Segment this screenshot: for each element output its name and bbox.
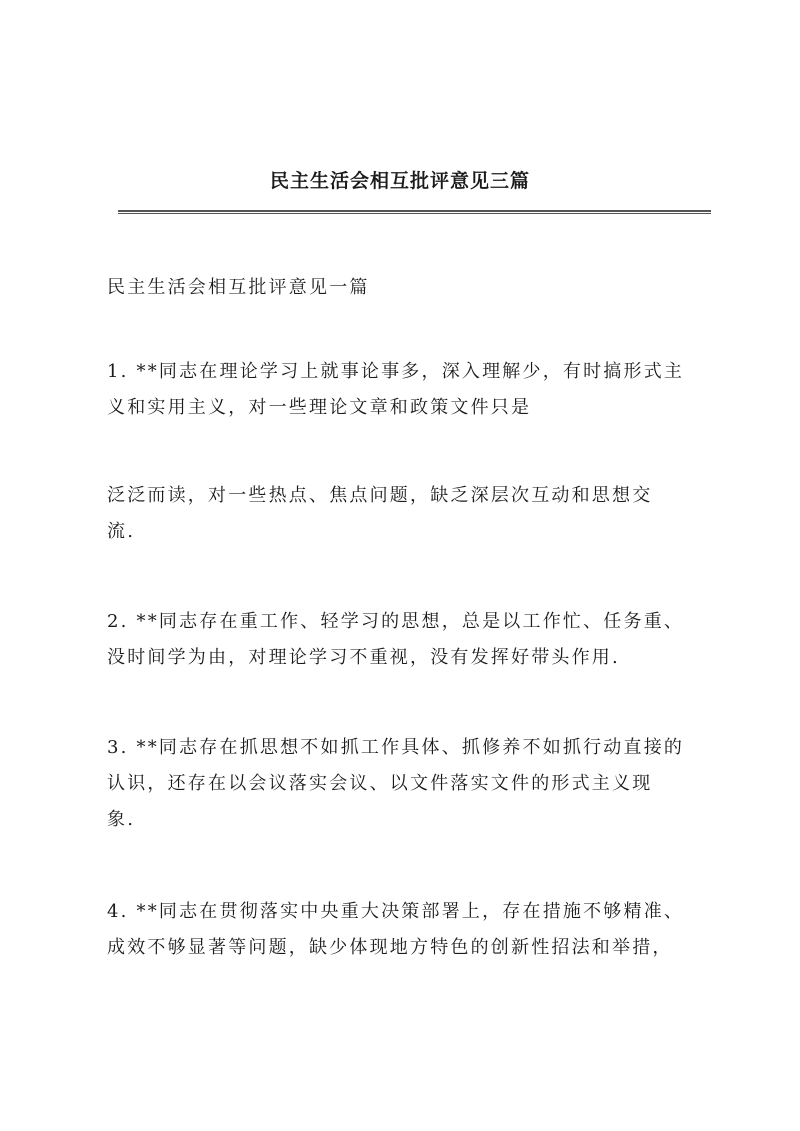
section-heading [107,270,707,306]
paragraph-line: 成效不够显著等问题，缺少体现地方特色的创新性招法和举措， [107,937,673,958]
paragraph-line: 泛泛而读，对一些热点、焦点问题，缺乏深层次互动和思想交 [107,485,653,506]
paragraph-3 [107,604,707,676]
title-divider [118,210,711,214]
paragraph-line: 3. **同志存在抓思想不如抓工作具体、抓修养不如抓行动直接的 [107,737,685,758]
paragraph-line: 4. **同志在贯彻落实中央重大决策部署上，存在措施不够精准、 [107,901,685,922]
document-title: 民主生活会相互批评意见三篇 [269,170,530,192]
paragraph-line: 认识，还存在以会议落实会议、以文件落实文件的形式主义现 [107,773,653,794]
paragraph-line: 1. **同志在理论学习上就事论事多，深入理解少，有时搞形式主 [107,361,685,382]
paragraph-line: 义和实用主义，对一些理论文章和政策文件只是 [107,397,532,418]
paragraph-line: 2. **同志存在重工作、轻学习的思想，总是以工作忙、任务重、 [107,611,685,632]
paragraph-4 [107,730,707,838]
paragraph-5 [107,894,707,966]
section-heading-text: 民主生活会相互批评意见一篇 [107,277,370,298]
paragraph-2 [107,478,707,550]
paragraph-line: 没时间学为由，对理论学习不重视，没有发挥好带头作用. [107,647,620,668]
paragraph-1 [107,354,707,426]
paragraph-line: 象. [107,809,136,830]
paragraph-line: 流. [107,521,136,542]
